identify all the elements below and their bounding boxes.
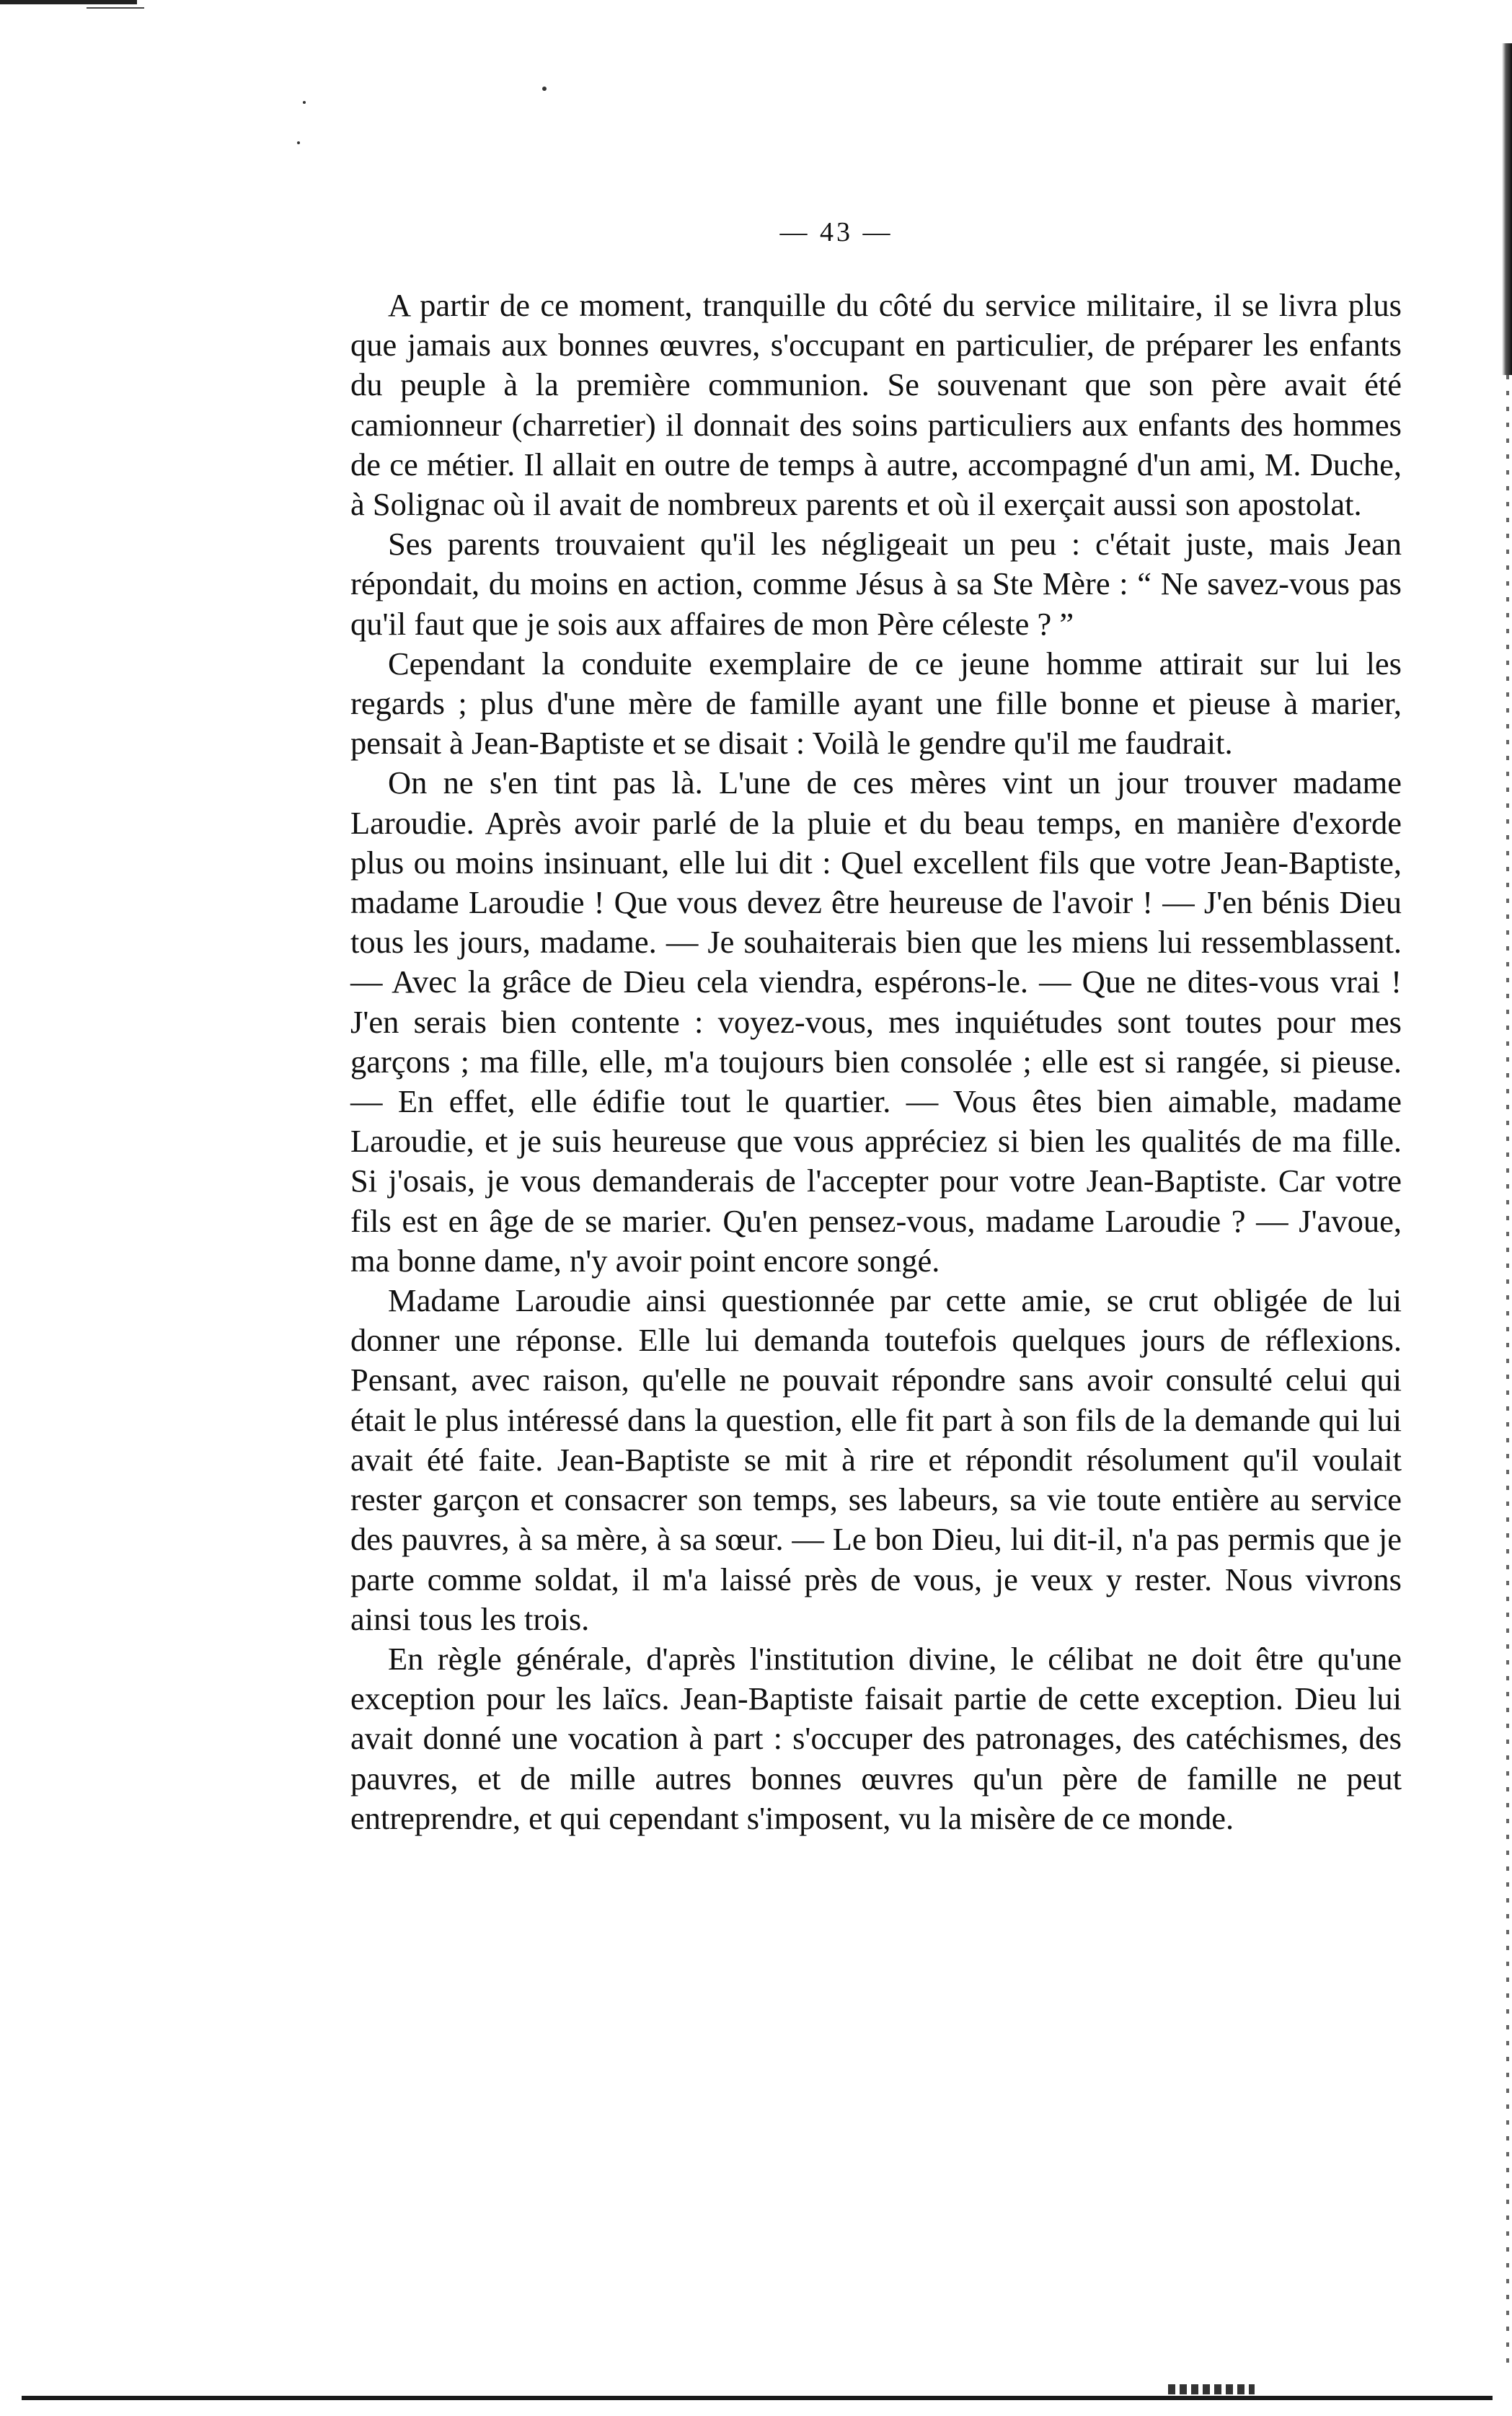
scan-mark-top-secondary [87, 7, 144, 9]
scan-bottom-mark [1168, 2384, 1255, 2394]
paragraph-4: On ne s'en tint pas là. L'une de ces mères vint un jour trouver madame Laroudie. Après avoir parlé de la pluie et du beau temps, en manière d'exorde plus ou moins insinuant, elle lui dit : Quel excellent fils que votre Jean-Baptiste, madame Laroudie ! Que vous devez être heureuse de l'avoir ! — J'en bénis Dieu tous les jours, madame. — Je souhaiterais bien que les miens lui ressemblassent. — Avec la grâce de Dieu cela viendra, espérons-le. — Que ne dites-vous vrai ! J'en serais bien contente : voyez-vous, mes inquiétudes sont toutes pour mes garçons ; ma fille, elle, m'a toujours bien consolée ; elle est si rangée, si pieuse. — En effet, elle édifie tout le quartier. — Vous êtes bien aimable, madame Laroudie, et je suis heureuse que vous appréciez si bien les qualités de ma fille. Si j'osais, je vous demanderais de l'accepter pour votre Jean-Baptiste. Car votre fils est en âge de se marier. Qu'en pensez-vous, madame Laroudie ? — J'avoue, ma bonne dame, n'y avoir point encore songé. [350, 764, 1402, 1279]
paragraph-5: Madame Laroudie ainsi questionnée par cette amie, se crut obligée de lui donner une réponse. Elle lui demanda toutefois quelques jours de réflexions. Pensant, avec raison, qu'elle ne pouvait répondre sans avoir consulté celui qui était le plus intéressé dans la question, elle fit part à son fils de la demande qui lui avait été faite. Jean-Baptiste se mit à rire et répondit résolument qu'il voulait rester garçon et consacrer son temps, ses labeurs, sa vie toute entière au service des pauvres, à sa mère, à sa sœur. — Le bon Dieu, lui dit-il, n'a pas permis que je parte comme soldat, il m'a laissé près de vous, je veux y rester. Nous vivrons ainsi tous les trois. [350, 1282, 1402, 1637]
scan-speck [297, 141, 300, 144]
page-number: — 43 — [779, 217, 893, 247]
paragraph-1: A partir de ce moment, tranquille du côté du service militaire, il se livra plus que jamais aux bonnes œuvres, s'occupant en particulier, de préparer les enfants du peuple à la première communion. Se souvenant que son père avait été camionneur (charretier) il donnait des soins particuliers aux enfants des hommes de ce métier. Il allait en outre de temps à autre, accompagné d'un ami, M. Duche, à Solignac où il avait de nombreux parents et où il exerçait aussi son apostolat. [350, 287, 1402, 523]
scan-bottom-border [22, 2396, 1493, 2400]
scan-speck [303, 101, 306, 104]
page-edge-shadow [1502, 43, 1512, 375]
scan-speck [542, 87, 547, 91]
scan-mark-top [0, 0, 137, 4]
paragraph-2: Ses parents trouvaient qu'il les négligeait un peu : c'était juste, mais Jean répondait, du moins en action, comme Jésus à sa Ste Mère : “ Ne savez-vous pas qu'il faut que je sois aux affaires de mon Père céleste ? ” [350, 526, 1402, 642]
paragraph-6: En règle générale, d'après l'institution divine, le célibat ne doit être qu'une exception pour les laïcs. Jean-Baptiste faisait partie de cette exception. Dieu lui avait donné une vocation à part : s'occuper des patronages, des catéchismes, des pauvres, et de mille autres bonnes œuvres qu'un père de famille ne peut entreprendre, et qui cependant s'imposent, vu la misère de ce monde. [350, 1640, 1402, 1836]
page-edge-marks [1506, 375, 1509, 2366]
body-text [350, 286, 1402, 1838]
paragraph-3: Cependant la conduite exemplaire de ce jeune homme attirait sur lui les regards ; plus d'une mère de famille ayant une fille bonne et pieuse à marier, pensait à Jean-Baptiste et se disait : Voilà le gendre qu'il me faudrait. [350, 645, 1402, 762]
